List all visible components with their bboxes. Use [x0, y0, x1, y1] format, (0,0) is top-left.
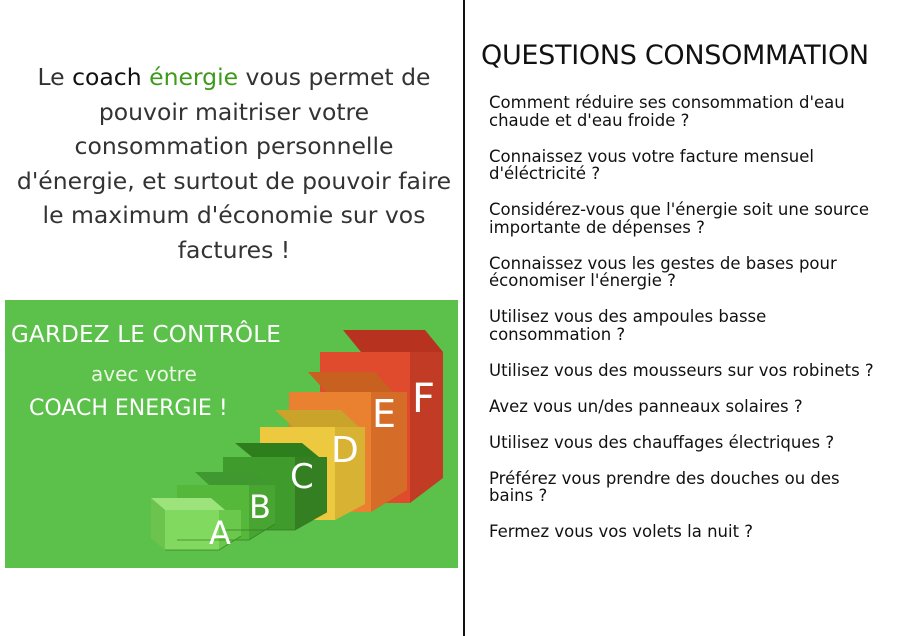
energy-letter-e: E — [372, 392, 397, 436]
energy-letter-c: C — [290, 457, 314, 497]
column-divider — [463, 0, 465, 636]
energy-letter-a: A — [209, 514, 231, 552]
intro-coach-word: coach — [72, 63, 142, 91]
question-item: Utilisez vous des chauffages électriques ? — [489, 432, 835, 452]
energy-letter-d: D — [331, 430, 359, 471]
question-item: Comment réduire ses consommation d'eau chaude et d'eau froide ? — [489, 93, 845, 130]
intro-text-start: Le — [37, 63, 73, 91]
intro-energie-word: énergie — [149, 63, 239, 91]
question-item: Fermez vous vos volets la nuit ? — [489, 522, 754, 541]
question-item: Avez vous un/des panneaux solaires ? — [489, 396, 803, 416]
intro-paragraph — [14, 60, 454, 267]
question-item: Connaissez vous votre facture mensuel d'éléctricité ? — [489, 146, 814, 183]
question-item: Préférez vous prendre des douches ou des bains ? — [489, 468, 840, 505]
energy-letter-b: B — [249, 488, 271, 526]
banner-coach-line: COACH ENERGIE ! — [29, 396, 228, 421]
question-item: Utilisez vous des mousseurs sur vos robinets ? — [489, 360, 874, 380]
banner-subline: avec votre — [91, 362, 197, 386]
energy-letter-f: F — [412, 376, 436, 422]
question-item: Utilisez vous des ampoules basse consommation ? — [489, 307, 767, 344]
question-item: Considérez-vous que l'énergie soit une source importante de dépenses ? — [489, 200, 870, 237]
question-item: Connaissez vous les gestes de bases pour économiser l'énergie ? — [489, 253, 837, 290]
banner-headline: GARDEZ LE CONTRÔLE — [11, 322, 281, 348]
intro-text-end: vous permet de pouvoir maitriser votre consommation personnelle d'énergie, et surtout de pouvoir faire le maximum d'économie sur vos factures ! — [16, 63, 452, 264]
questions-title: QUESTIONS CONSOMMATION — [481, 40, 869, 71]
questions-list — [489, 94, 889, 559]
coach-energie-banner — [5, 300, 458, 568]
